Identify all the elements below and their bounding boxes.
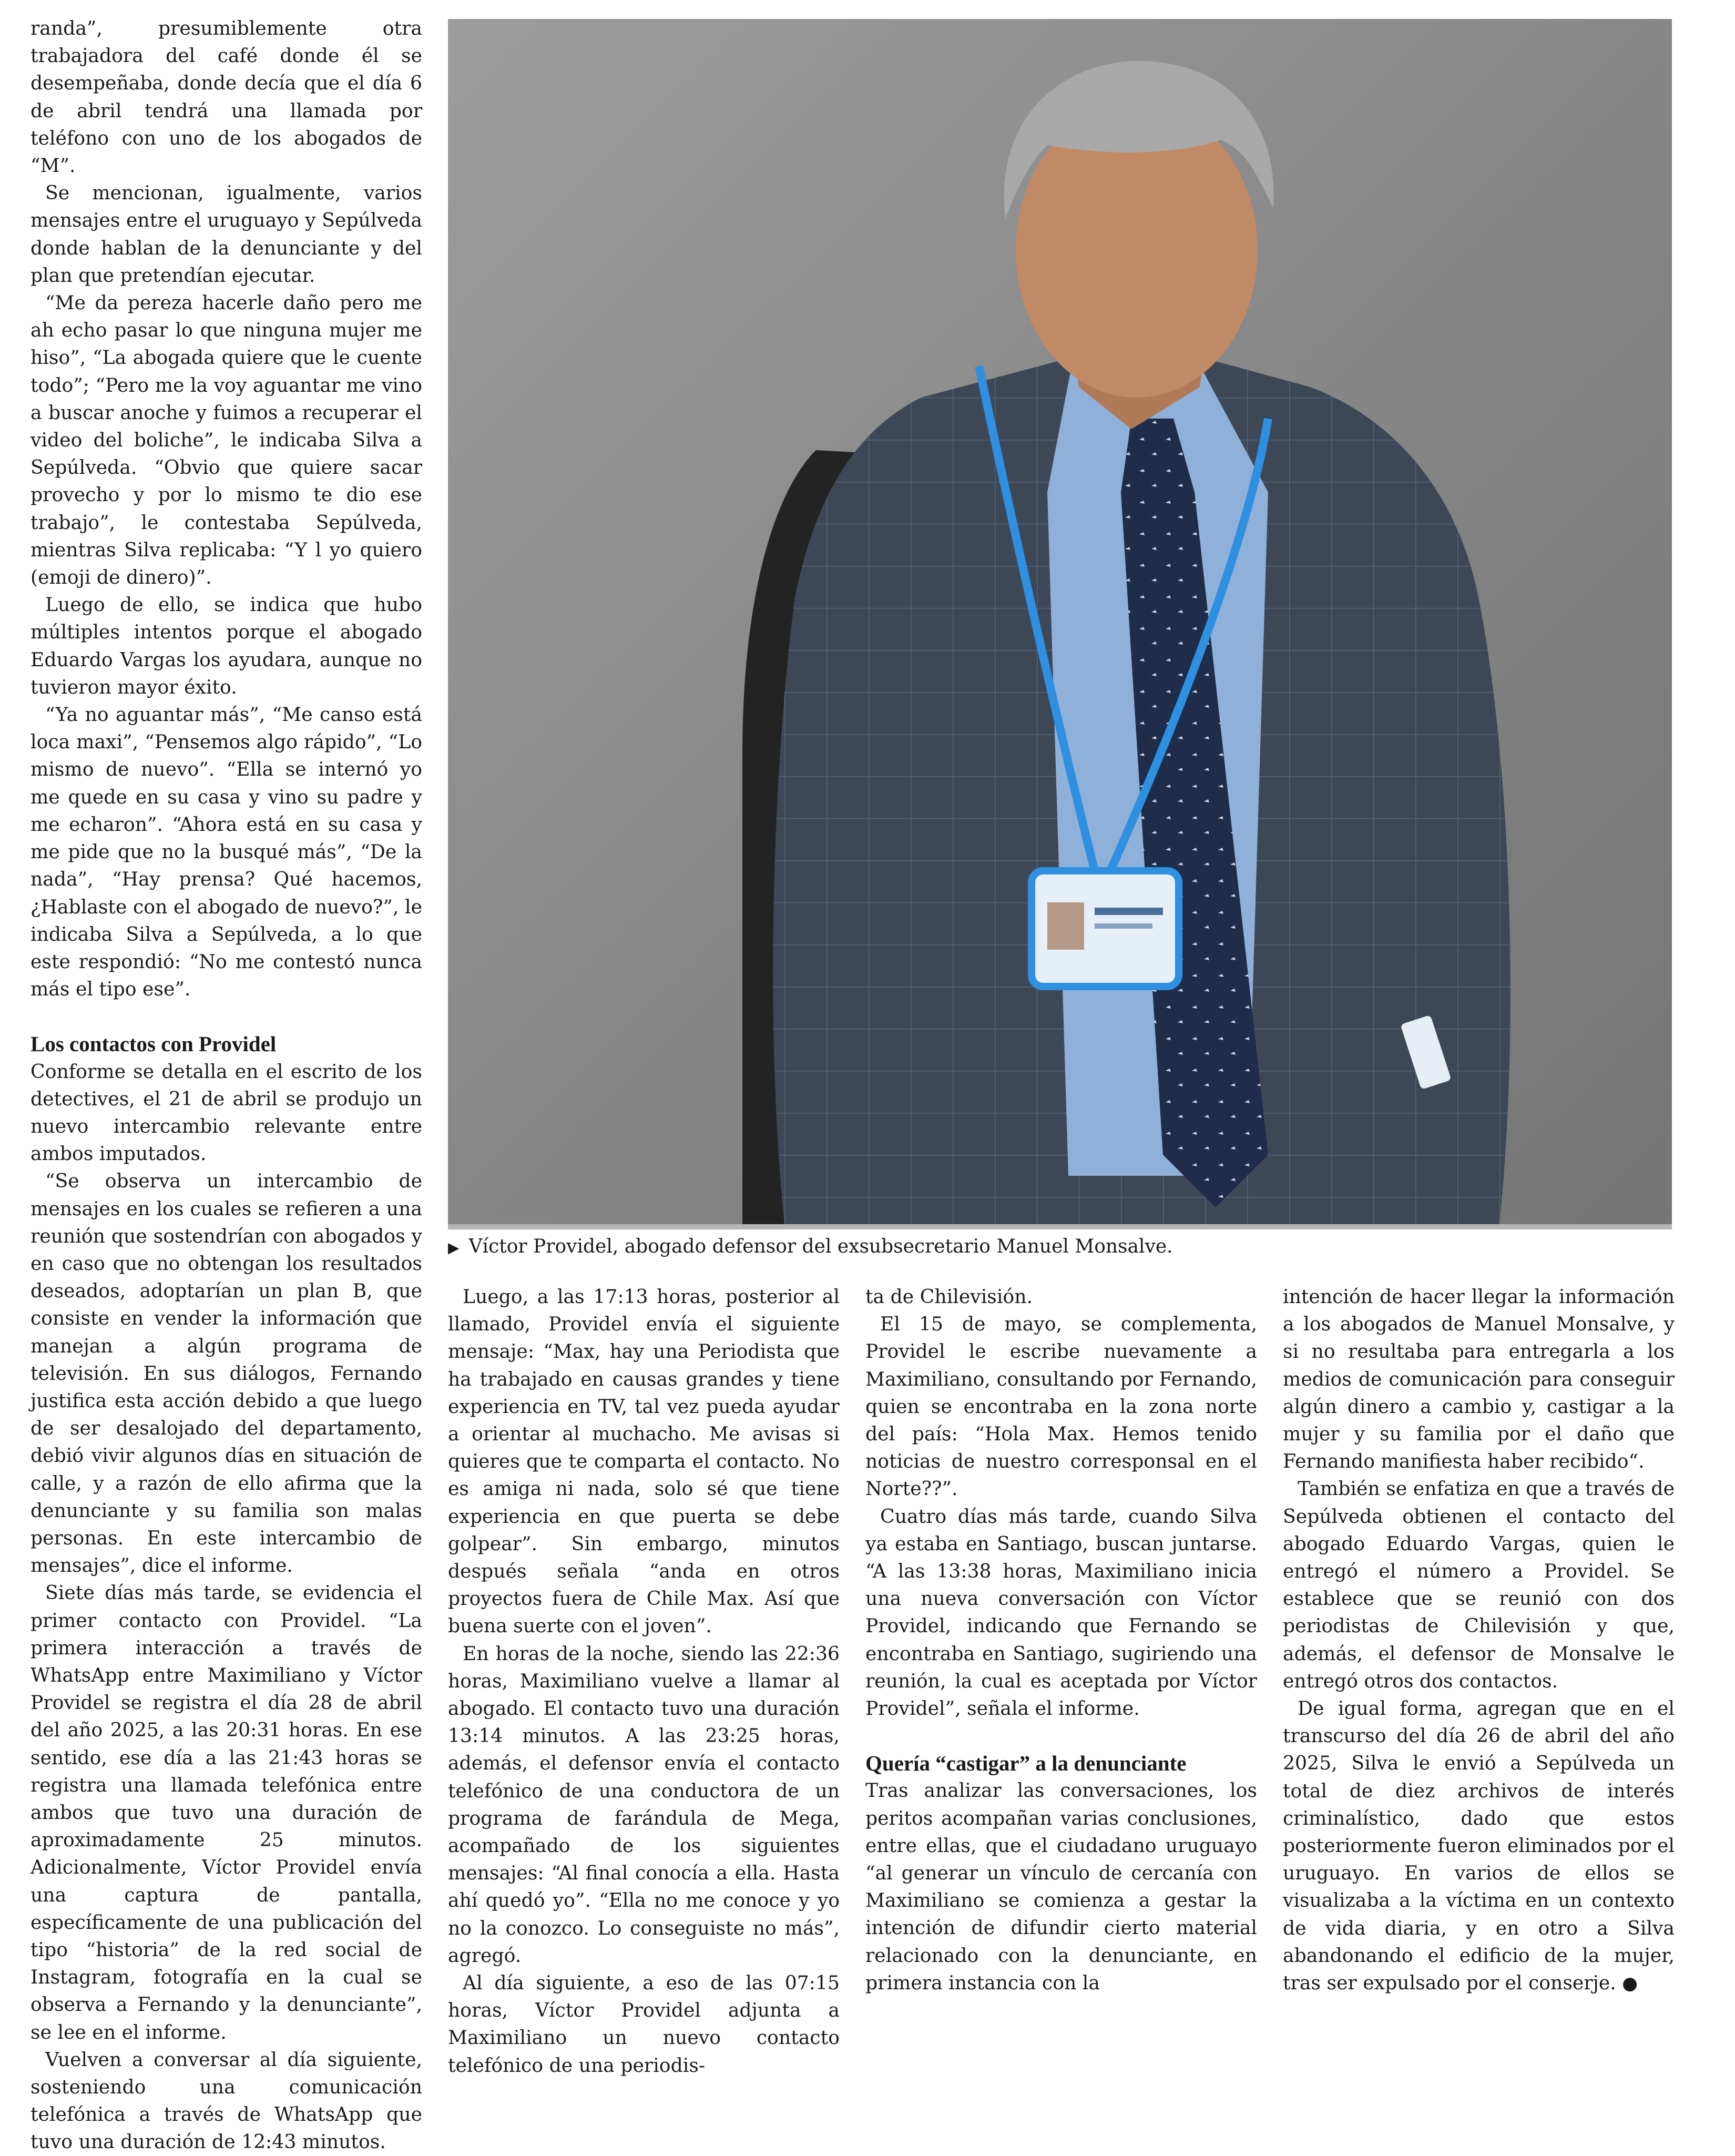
article-paragraph: Cuatro días más tarde, cuando Silva ya estaba en Santiago, buscan juntarse. “A las 13:38 horas, Maximiliano inicia una nueva conversación con Víctor Providel, indicando que Fernando se encontraba en Santiago, sugiriendo una reunión, la cual es aceptada por Víctor Providel”, señala el informe.	[865, 1504, 1257, 1720]
article-column-3	[865, 1283, 1257, 1997]
portrait-illustration	[448, 19, 1672, 1224]
caption-text: Víctor Providel, abogado defensor del exsubsecretario Manuel Monsalve.	[468, 1236, 1173, 1257]
end-of-article-mark: ●	[1622, 1973, 1638, 1995]
section-spacer	[865, 1722, 1257, 1750]
section-heading: Quería “castigar” a la denunciante	[865, 1751, 1187, 1776]
article-column-4	[1283, 1283, 1675, 1997]
article-paragraph: Siete días más tarde, se evidencia el primer contacto con Providel. “La primera interacción a través de WhatsApp entre Maximiliano y Víctor Providel se registra el día 28 de abril del año 2025, a las 20:31 horas. En ese sentido, ese día a las 21:43 horas se registra una llamada telefónica entre ambos que tuvo una duración de aproximadamente 25 minutos. Adicionalmente, Víctor Providel envía una captura de pantalla, específicamente de una publicación del tipo “historia” de la red social de Instagram, fotografía en la cual se observa a Fernando y la denunciante”, se lee en el informe.	[30, 1581, 422, 2043]
article-paragraph: intención de hacer llegar la información a los abogados de Manuel Monsalve, y si no resultaba para entregarla a los medios de comunicación para conseguir algún dinero a cambio y, castigar a la mujer y su familia por el daño que Fernando manifiesta haber recibido“.	[1283, 1285, 1675, 1473]
article-paragraph: En horas de la noche, siendo las 22:36 horas, Maximiliano vuelve a llamar al abogado. El contacto tuvo una duración 13:14 minutos. A las 23:25 horas, además, el defensor envía el contacto telefónico de una conductora de un programa de farándula de Mega, acompañado de los siguientes mensajes: “Al final conocía a ella. Hasta ahí quedó yo”. “Ella no me conoce y yo no la conozco. Lo conseguiste no más”, agregó.	[448, 1642, 840, 1967]
article-paragraph: “Ya no aguantar más”, “Me canso está loca maxi”, “Pensemos algo rápido”, “Lo mismo de nuevo”. “Ella se internó yo me quede en su casa y vino su padre y me echaron”. “Ahora está en su casa y me pide que no la busqué más”, “De la nada”, “Hay prensa? Qué hacemos, ¿Hablaste con el abogado de nuevo?”, le indicaba Silva a Sepúlveda, a lo que este respondió: “No me contestó nunca más el tipo ese”.	[30, 703, 422, 1001]
article-paragraph: El 15 de mayo, se complementa, Providel le escribe nuevamente a Maximiliano, consultando por Fernando, quien se encontraba en la zona norte del país: “Hola Max. Hemos tenido noticias de nuestro corresponsal en el Norte??”.	[865, 1313, 1257, 1500]
section-heading: Los contactos con Providel	[30, 1032, 277, 1056]
article-paragraph: “Se observa un intercambio de mensajes en los cuales se refieren a una reunión que sostendrían con abogados y en caso que no obtengan los resultados deseados, adoptarían un plan B, que consiste en vender la información que manejan a algún programa de televisión. En sus diálogos, Fernando justifica esta acción debido a que luego de ser desalojado del departamento, debió vivir algunos días en situación de calle, y a razón de ello afirma que la denunciante y su familia son malas personas. En este intercambio de mensajes”, dice el informe.	[30, 1169, 422, 1577]
article-paragraph: Luego, a las 17:13 horas, posterior al llamado, Providel envía el siguiente mensaje: “Max, hay una Periodista que ha trabajado en causas grandes y tiene experiencia en TV, tal vez pueda ayudar a orientar al muchacho. Me avisas si quieres que te comparta el contacto. No es amiga ni nada, solo sé que tiene experiencia en que puerta se debe golpear”. Sin embargo, minutos después señala “anda en otros proyectos fuera de Chile Max. Así que buena suerte con el joven”.	[448, 1285, 840, 1638]
section-spacer	[30, 1003, 422, 1030]
article-column-1	[30, 15, 422, 2156]
article-paragraph: Conforme se detalla en el escrito de los detectives, el 21 de abril se produjo un nuevo intercambio relevante entre ambos imputados.	[30, 1060, 422, 1165]
article-column-2	[448, 1283, 840, 2079]
article-paragraph: randa”, presumiblemente otra trabajadora del café donde él se desempeñaba, donde decía que el día 6 de abril tendrá una llamada por teléfono con uno de los abogados de “M”.	[30, 17, 422, 177]
article-paragraph: Luego de ello, se indica que hubo múltiples intentos porque el abogado Eduardo Vargas los ayudara, aunque no tuvieron mayor éxito.	[30, 593, 422, 698]
article-paragraph: Vuelven a conversar al día siguiente, sosteniendo una comunicación telefónica a través de WhatsApp que tuvo una duración de 12:43 minutos.	[30, 2048, 422, 2153]
article-paragraph: ta de Chilevisión.	[865, 1285, 1033, 1308]
article-paragraph: Al día siguiente, a eso de las 07:15 horas, Víctor Providel adjunta a Maximiliano un nuevo contacto telefónico de una periodis-	[448, 1971, 840, 2077]
article-paragraph: “Me da pereza hacerle daño pero me ah echo pasar lo que ninguna mujer me hiso”, “La abogada quiere que le cuente todo”; “Pero me la voy aguantar me vino a buscar anoche y fuimos a recuperar el video del boliche”, le indicaba Silva a Sepúlveda. “Obvio que quiere sacar provecho y por lo mismo te dio ese trabajo”, le contestaba Sepúlveda, mientras Silva replicaba: “Y l yo quiero (emoji de dinero)”.	[30, 291, 422, 589]
article-paragraph: Tras analizar las conversaciones, los peritos acompañan varias conclusiones, entre ellas, que el ciudadano uruguayo “al generar un vínculo de cercanía con Maximiliano se comienza a gestar la intención de difundir cierto material relacionado con la denunciante, en primera instancia con la	[865, 1779, 1257, 1994]
photo-rule	[448, 1224, 1672, 1229]
article-paragraph: Se mencionan, igualmente, varios mensajes entre el uruguayo y Sepúlveda donde hablan de la denunciante y del plan que pretendían ejecutar.	[30, 181, 422, 287]
photo-caption	[448, 1233, 1672, 1262]
article-paragraph: También se enfatiza en que a través de Sepúlveda obtienen el contacto del abogado Eduardo Vargas, quien le entregó el número a Providel. Se establece que se reunió con dos periodistas de Chilevisión y que, además, el defensor de Monsalve le entregó otros dos contactos.	[1283, 1477, 1675, 1692]
article-paragraph: De igual forma, agregan que en el transcurso del día 26 de abril del año 2025, Silva le envió a Sepúlveda un total de diez archivos de interés criminalístico, dado que estos posteriormente fueron eliminados por el uruguayo. En varios de ellos se visualizaba a la víctima en un contexto de vida diaria, y en otro a Silva abandonando el edificio de la mujer, tras ser expulsado por el conserje. ●	[1283, 1697, 1675, 1995]
article-photo	[448, 19, 1672, 1224]
caption-marker: ▶	[448, 1239, 460, 1256]
